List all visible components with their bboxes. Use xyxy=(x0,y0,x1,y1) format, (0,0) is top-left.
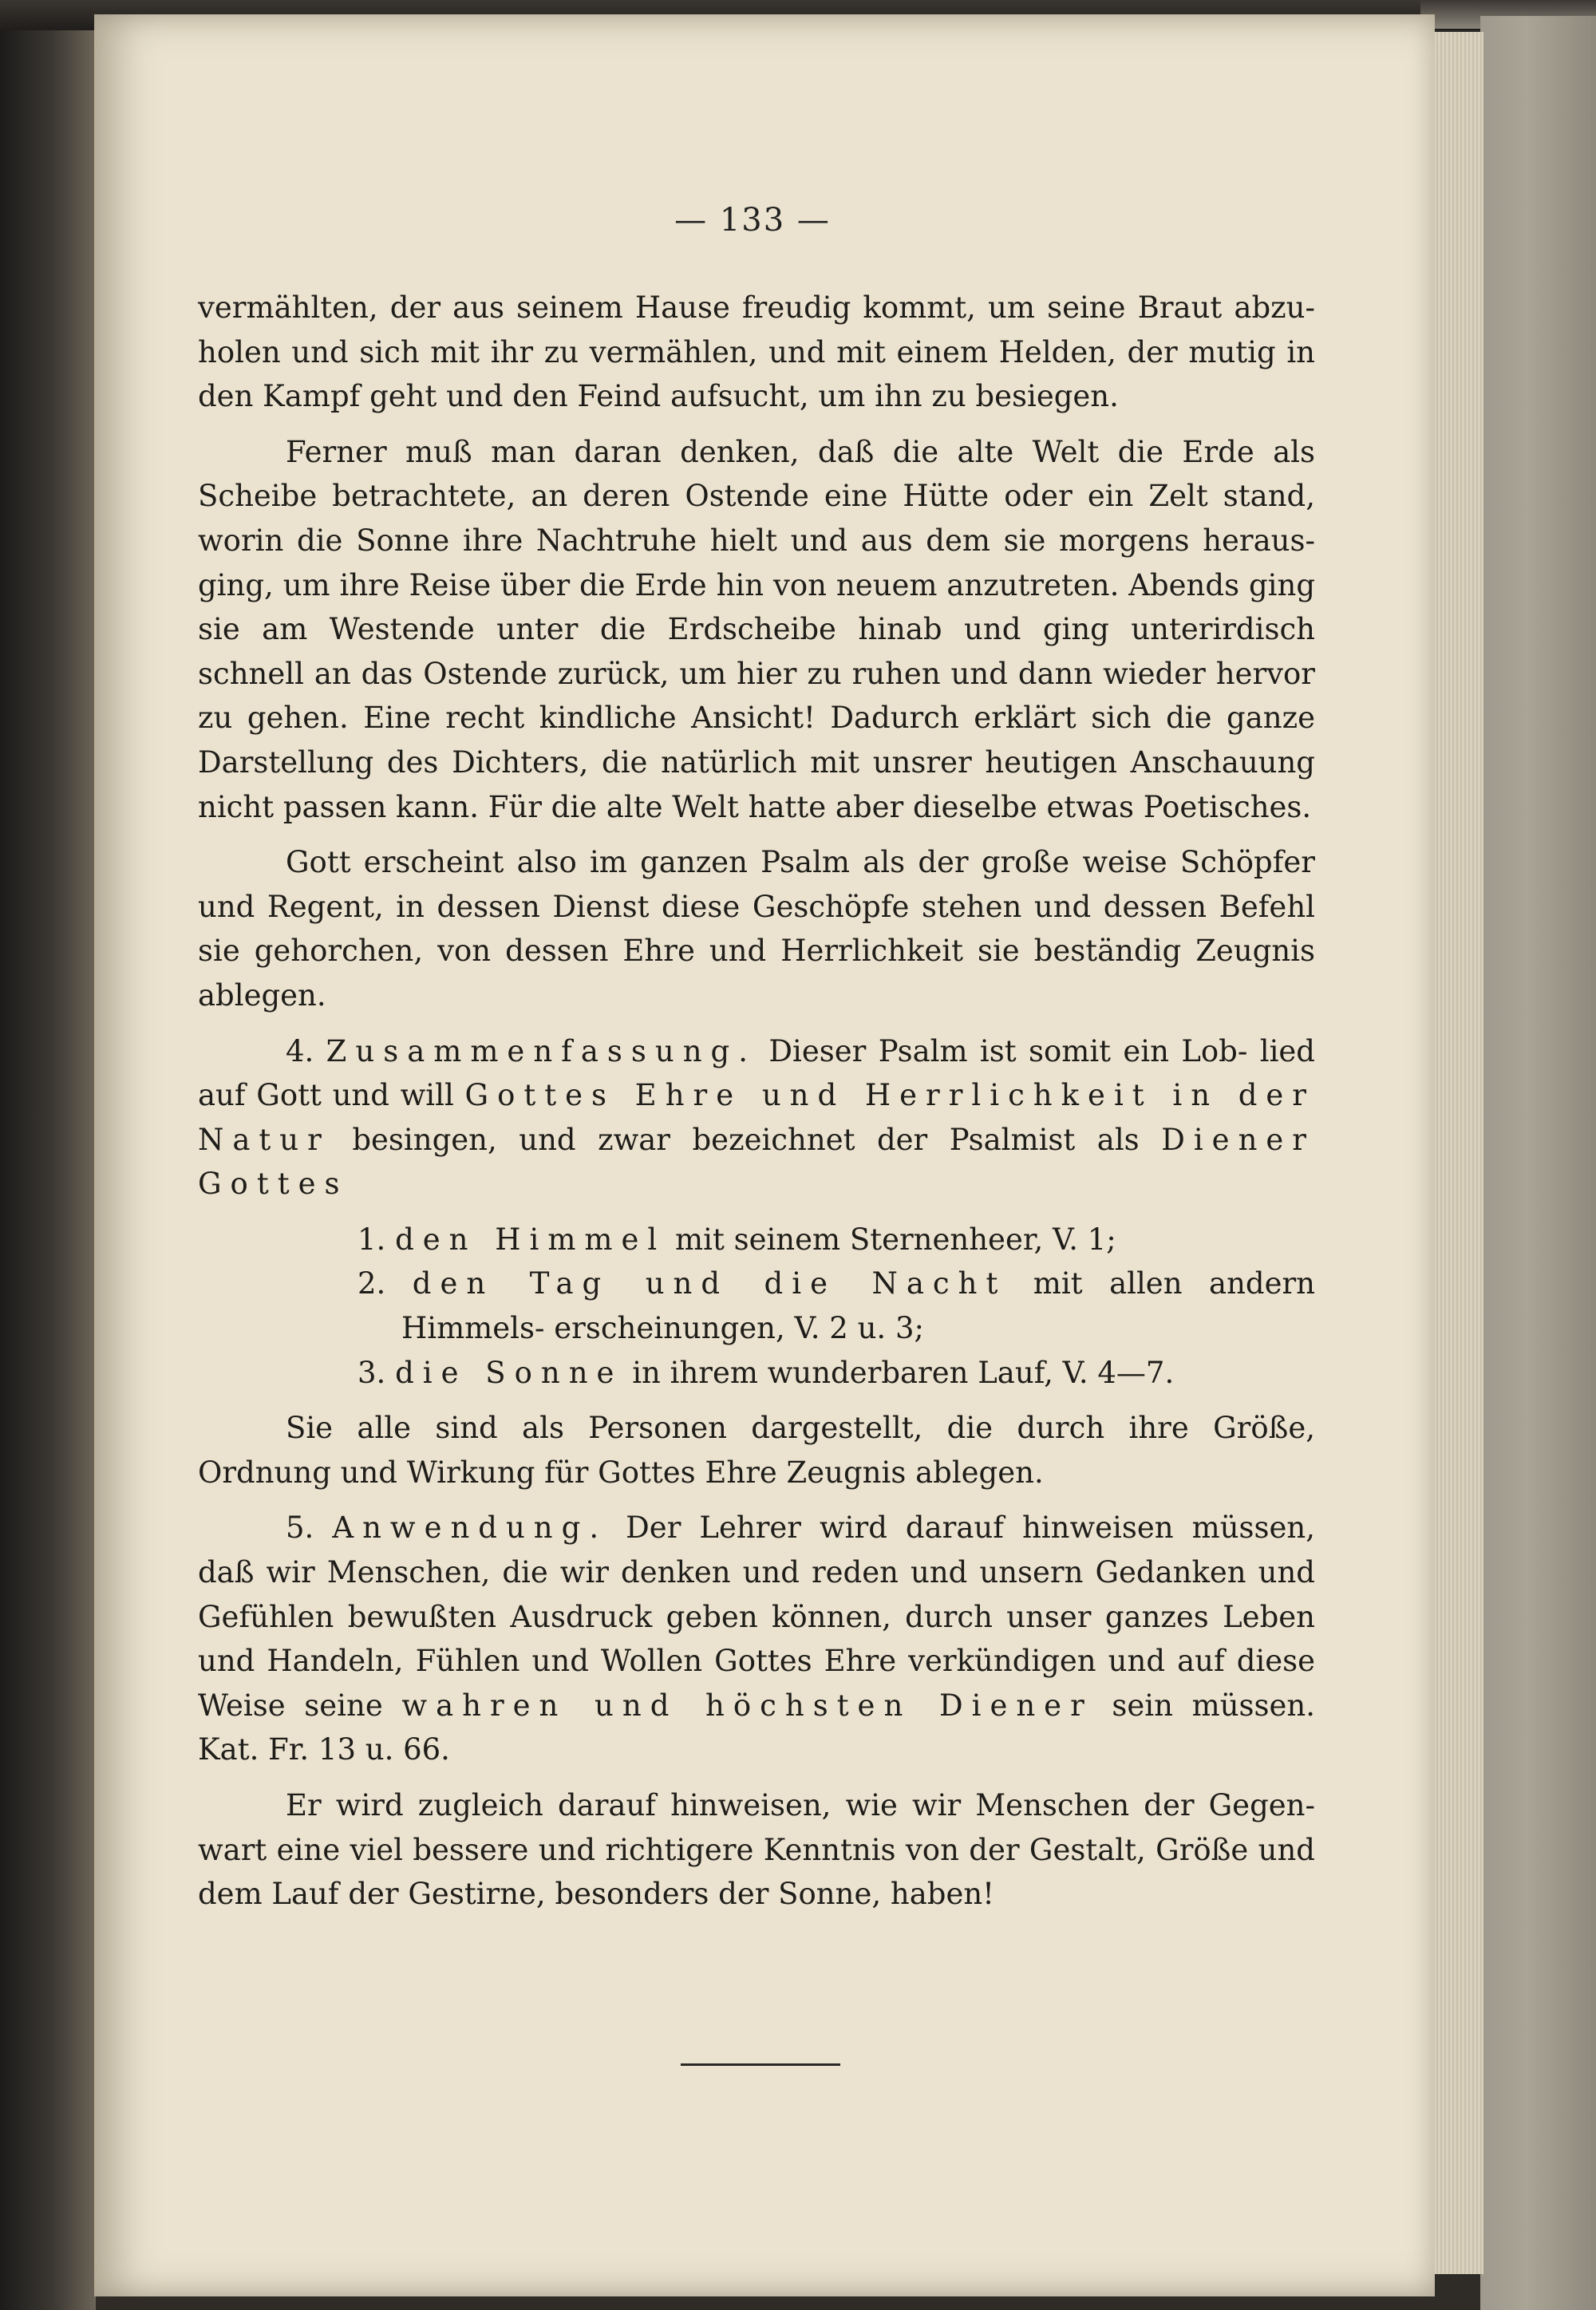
page-stack-edge xyxy=(1432,32,1483,2274)
paragraph-sie-alle: Sie alle sind als Personen dargestellt, die durch ihre Größe, Ordnung und Wirkung für Gottes Ehre Zeugnis ablegen. xyxy=(198,1411,1315,1490)
emphasis-text: Diener Gottes xyxy=(198,1122,1315,1202)
emphasis-text: den Himmel xyxy=(395,1222,666,1257)
paragraph-zusammenfassung xyxy=(198,1029,1315,1206)
book-page xyxy=(94,14,1435,2296)
diener-list xyxy=(198,1218,1315,1395)
paragraph-gott-erscheint: Gott erscheint also im ganzen Psalm als der große weise Schöpfer und Regent, in dessen Dienst diese Geschöpfe stehen und dessen Befehl sie gehorchen, von dessen Ehre und Herrlichkeit sie beständig Zeugnis ablegen. xyxy=(198,845,1315,1013)
paragraph-anwendung xyxy=(198,1506,1315,1772)
paragraph-text: Dieser Psalm ist somit ein Lob- lied auf Gott und will xyxy=(198,1033,1315,1113)
book-cover-board xyxy=(1480,16,1596,2310)
book-binding xyxy=(0,0,96,2310)
section-heading-anwendung: Anwendung. xyxy=(332,1510,608,1546)
closing-rule xyxy=(681,2063,840,2066)
paragraph-er-wird: Er wird zugleich darauf hinweisen, wie wir Menschen der Gegen- wart eine viel bessere und richtigere Kenntnis von der Gestalt, Größe und dem Lauf der Gestirne, besonders der Sonne, haben! xyxy=(198,1788,1315,1912)
paragraph-text: Der Lehrer wird darauf hinweisen müssen, daß wir Menschen, die wir denken und reden und unsern Gedanken und Gefühlen bewußten Ausdruck geben können, durch unser ganzes Leben und Handeln, Fühlen und Wollen Gottes Ehre verkündigen und auf diese Weise seine xyxy=(198,1510,1315,1723)
page-number: — 133 — xyxy=(674,202,831,239)
emphasis-text: wahren und höchsten Diener xyxy=(401,1688,1093,1723)
list-item xyxy=(198,1351,1315,1396)
list-number: 2. xyxy=(358,1266,386,1301)
list-number: 1. xyxy=(358,1222,386,1257)
emphasis-text: den Tag und die Nacht xyxy=(412,1266,1007,1301)
paragraph-text: besingen, und zwar bezeichnet der Psalmist als xyxy=(330,1122,1162,1157)
paragraph-text: sein müssen. Kat. Fr. 13 u. 66. xyxy=(198,1688,1316,1767)
list-text: in ihrem wunderbaren Lauf, V. 4—7. xyxy=(622,1355,1175,1390)
paragraph-continuation: vermählten, der aus seinem Hause freudig kommt, um seine Braut abzu- holen und sich mit ihr zu vermählen, und mit einem Helden, der mutig in den Kampf geht und den Feind aufsucht, um ihn zu besiegen. xyxy=(198,290,1315,414)
paragraph-ferner: Ferner muß man daran denken, daß die alte Welt die Erde als Scheibe betrachtete, an deren Ostende eine Hütte oder ein Zelt stand, worin die Sonne ihre Nachtruhe hielt und aus dem sie morgens heraus- ging, um ihre Reise über die Erde hin von neuem anzutreten. Abends ging sie am Westende unter die Erdscheibe hinab und ging unterirdisch schnell an das Ostende zurück, um hier zu ruhen und dann wieder hervor zu gehen. Eine recht kindliche Ansicht! Dadurch erklärt sich die ganze Darstellung des Dichters, die natürlich mit unsrer heutigen Anschauung nicht passen kann. Für die alte Welt hatte aber dieselbe etwas Poetisches. xyxy=(198,434,1315,824)
page-body xyxy=(198,286,1315,1928)
list-text: mit seinem Sternenheer, V. 1; xyxy=(666,1222,1116,1257)
emphasis-text: die Sonne xyxy=(395,1355,623,1390)
section-number: 5. xyxy=(286,1510,333,1546)
list-item xyxy=(198,1262,1315,1350)
section-heading-zusammenfassung: Zusammenfassung. xyxy=(326,1033,757,1068)
list-text: mit allen andern Himmels- erscheinungen, V. 2 u. 3; xyxy=(401,1266,1315,1346)
section-number: 4. xyxy=(286,1033,326,1068)
list-item xyxy=(198,1218,1315,1262)
emphasis-text: Gottes Ehre und Herrlichkeit in der Natur xyxy=(198,1078,1315,1157)
list-number: 3. xyxy=(358,1355,386,1390)
